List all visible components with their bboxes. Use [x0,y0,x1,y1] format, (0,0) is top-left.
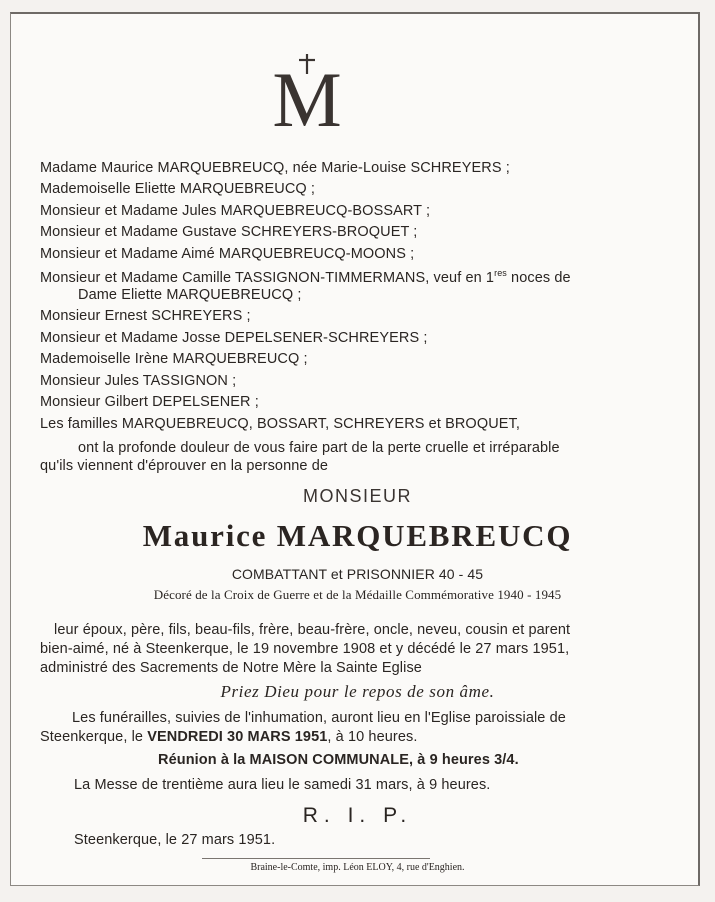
deceased-role: COMBATTANT et PRISONNIER 40 - 45 [231,566,484,582]
svg-text:M: M [272,56,342,132]
relations-line: administré des Sacrements de Notre Mère la Sainte Eglise [40,660,422,676]
family-line-tassignon: Monsieur et Madame Camille TASSIGNON-TIMMERMANS, veuf en 1res noces de [40,268,571,286]
family-line: Mademoiselle Irène MARQUEBREUCQ ; [40,351,308,367]
prayer-line: Priez Dieu pour le repos de son âme. [220,682,495,701]
family-line: Monsieur et Madame Jules MARQUEBREUCQ-BOSSART ; [40,203,431,219]
rip-line: R. I. P. [302,804,413,827]
cross-monogram-icon [262,52,352,132]
family-line-continuation: Dame Eliette MARQUEBREUCQ ; [78,287,302,303]
printer-divider [202,858,430,859]
meeting-line: Réunion à la MAISON COMMUNALE, à 9 heures 3/4. [158,752,519,768]
family-line: Les familles MARQUEBREUCQ, BOSSART, SCHREYERS et BROQUET, [40,416,521,432]
family-line: Monsieur et Madame Josse DEPELSENER-SCHREYERS ; [40,330,428,346]
family-line: Mademoiselle Eliette MARQUEBREUCQ ; [40,181,316,197]
funeral-line: Les funérailles, suivies de l'inhumation, auront lieu en l'Eglise paroissiale de [72,710,566,726]
family-line: Madame Maurice MARQUEBREUCQ, née Marie-Louise SCHREYERS ; [40,160,510,176]
printer-credit: Braine-le-Comte, imp. Léon ELOY, 4, rue d'Enghien. [250,862,465,873]
family-line: Monsieur et Madame Gustave SCHREYERS-BROQUET ; [40,224,418,240]
funeral-line: Steenkerque, le VENDREDI 30 MARS 1951, à 10 heures. [40,729,418,745]
mass-line: La Messe de trentième aura lieu le samedi 31 mars, à 9 heures. [74,777,491,793]
relations-line: leur époux, père, fils, beau-fils, frère, beau-frère, oncle, neveu, cousin et parent [54,622,571,638]
place-date: Steenkerque, le 27 mars 1951. [74,832,276,848]
honorific: MONSIEUR [302,486,412,506]
announcement-line: qu'ils viennent d'éprouver en la personne de [40,458,329,474]
family-line: Monsieur et Madame Aimé MARQUEBREUCQ-MOONS ; [40,246,415,262]
relations-line: bien-aimé, né à Steenkerque, le 19 novembre 1908 et y décédé le 27 mars 1951, [40,641,570,657]
announcement-line: ont la profonde douleur de vous faire part de la perte cruelle et irréparable [78,440,560,456]
family-line: Monsieur Gilbert DEPELSENER ; [40,394,259,410]
decoration-line: Décoré de la Croix de Guerre et de la Médaille Commémorative 1940 - 1945 [153,587,562,602]
family-line: Monsieur Jules TASSIGNON ; [40,373,237,389]
deceased-name: Maurice MARQUEBREUCQ [142,518,573,553]
family-line: Monsieur Ernest SCHREYERS ; [40,308,251,324]
